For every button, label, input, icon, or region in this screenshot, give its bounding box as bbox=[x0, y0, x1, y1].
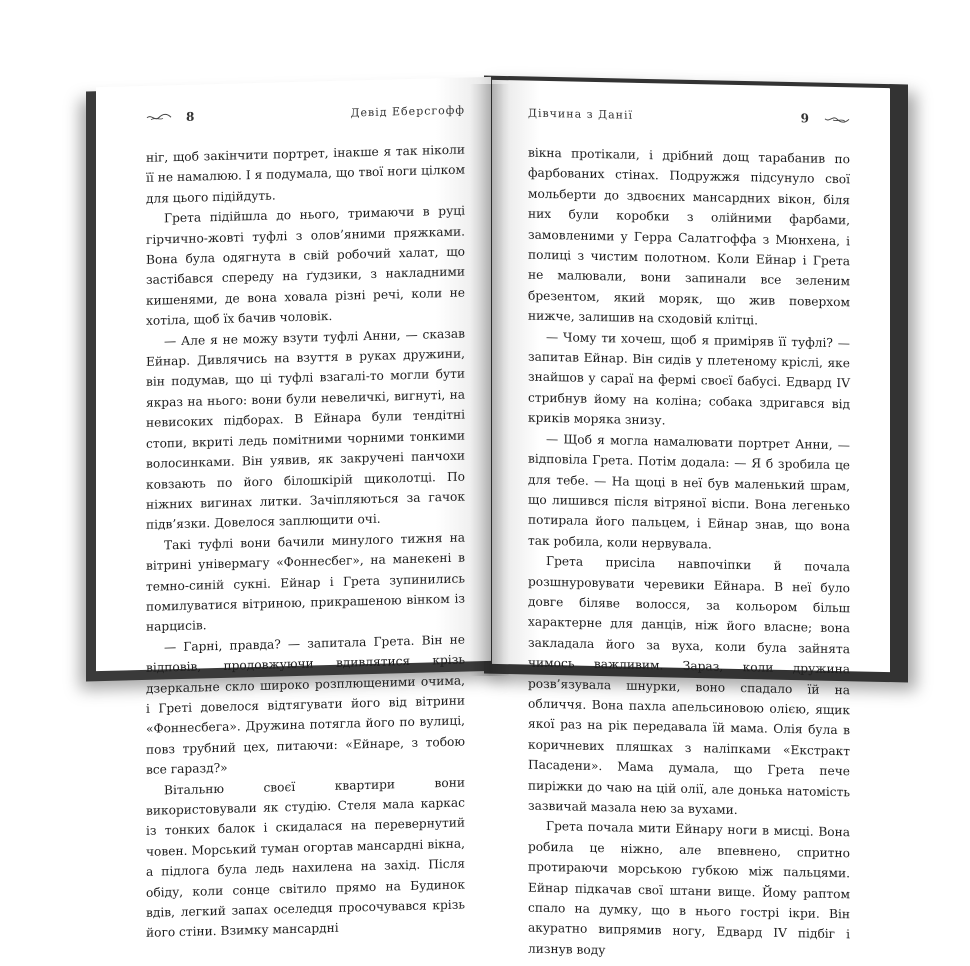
page-number: 9 bbox=[800, 111, 810, 126]
book-title: Дівчина з Данії bbox=[528, 106, 634, 122]
paragraph: вікна протікали, і дрібний дощ тарабанив по фарбованих стінах. Подружжя підсунуло свої мольберти до здвоєних мансардних вікон, біля них були коробки з олійними фарбами, замовленими у Герра Салатгоффа з Мюнхена, і полиці з чистим полотном. Коли Ейнар і Грета не малювали, вони запинали все зеленим брезентом, який моряк, що жив поверхом нижче, залишив на сходовій клітці. bbox=[528, 145, 850, 328]
page-number: 8 bbox=[186, 109, 196, 124]
paragraph: ніг, щоб закінчити портрет, інакше я так ніколи її не намалюю. І я подумала, що твої ноги цілком для цього підійдуть. bbox=[146, 142, 465, 206]
right-running-head bbox=[528, 105, 850, 128]
right-page bbox=[492, 80, 890, 958]
paragraph: — Гарні, правда? — запитала Грета. Він не відповів, продовжуючи вдивлятися крізь дзеркальне скло широко розплющеними очима, і Греті довелося відтягувати його від вітрини «Фоннесбега». Дружина потягла його по вулиці, повз трубний цех, питаючи: «Ейнаре, з тобою все гаразд?» bbox=[146, 632, 465, 778]
author-name: Девід Еберсгофф bbox=[350, 103, 465, 120]
paragraph: Грета присіла навпочіпки й почала розшнуровувати черевики Ейнара. В неї було довге біляве волосся, за кольором більш характерне для данців, ніж його власне; вона закладала його за вуха, коли була зайнята чимось важливим. Зараз, коли дружина розв’язувала шнурки, воно спадало їй на обличчя. Вона пахла апельсиновою олією, ящик якої раз на рік передавала їй мама. Олія була в коричневих пляшках з наліпками «Екстракт Пасадени». Мама думала, що Грета пече пиріжки до чаю на цій олії, але донька натомість зазвичай мазала нею за вухами. bbox=[528, 554, 850, 817]
flourish-ornament-icon bbox=[824, 114, 850, 125]
right-page-text bbox=[528, 143, 850, 966]
left-page-text bbox=[146, 140, 465, 944]
paragraph: — Але я не можу взути туфлі Анни, — сказав Ейнар. Дивлячись на взуття в руках дружини, він подумав, що ці туфлі взагалі-то могли бути якраз на нього: вони були невеличкі, вигнуті, на невисоких підборах. В Ейнара були тендітні стопи, вкриті ледь помітними чорними тонкими волосинками. Він уявив, як закручені панчохи ковзають по його білошкірій щиколотці. По ніжних вигинах литки. Зачіпляються за гачок підв’язки. Довелося заплющити очі. bbox=[146, 326, 465, 533]
paragraph: Грета підійшла до нього, тримаючи в руці гірчично-жовті туфлі з олов’яними пряжками. Вона була одягнута в свій робочий халат, що застібався спереду на ґудзики, з накладними кишенями, де вона ховала різні речі, коли не хотіла, щоб їх бачив чоловік. bbox=[146, 203, 465, 329]
paragraph: Такі туфлі вони бачили минулого тижня на вітрині універмагу «Фоннесбег», на манекені в темно-синій сукні. Ейнар і Грета зупинились помилуватися вітриною, прикрашеною вінком із нарцисів. bbox=[146, 530, 465, 635]
left-running-head bbox=[146, 102, 465, 126]
paragraph: Вітальню своєї квартири вони використовували як студію. Стеля мала каркас із тонких балок і скидалася на перевернутий човен. Морський туман огортав мансардні вікна, а підлога була ледь нахилена на захід. Після обіду, коли сонце світило прямо на Будинок вдів, легкий запах оселедця просочувався крізь його стіни. Взимку мансардні bbox=[146, 775, 465, 941]
paragraph: — Чому ти хочеш, щоб я приміряв її туфлі? — запитав Ейнар. Він сидів у плетеному кріслі, яке знайшов у сараї на фермі своєї бабусі. Едвард IV стрибнув йому на коліна; собака здригався від криків моряка знизу. bbox=[528, 329, 850, 428]
paragraph: — Щоб я могла намалювати портрет Анни, — відповіла Грета. Потім додала: — Я б зробила це для тебе. — На щоці в неї був маленький шрам, що лишився після вітряної віспи. Вона легенько потирала його пальцем, і Ейнар знав, що вона так робила, коли нервувала. bbox=[528, 431, 850, 552]
paragraph: Грета почала мити Ейнару ноги в мисці. Вона робила це ніжно, але впевнено, спритно протираючи морською губкою між пальцями. Ейнар підкачав свої штани вище. Йому раптом спало на думку, що в нього гострі ікри. Він акуратно випрямив ногу, Едвард IV підбіг і лизнув воду bbox=[528, 819, 850, 958]
left-page bbox=[96, 77, 491, 941]
flourish-ornament-icon bbox=[146, 112, 172, 123]
